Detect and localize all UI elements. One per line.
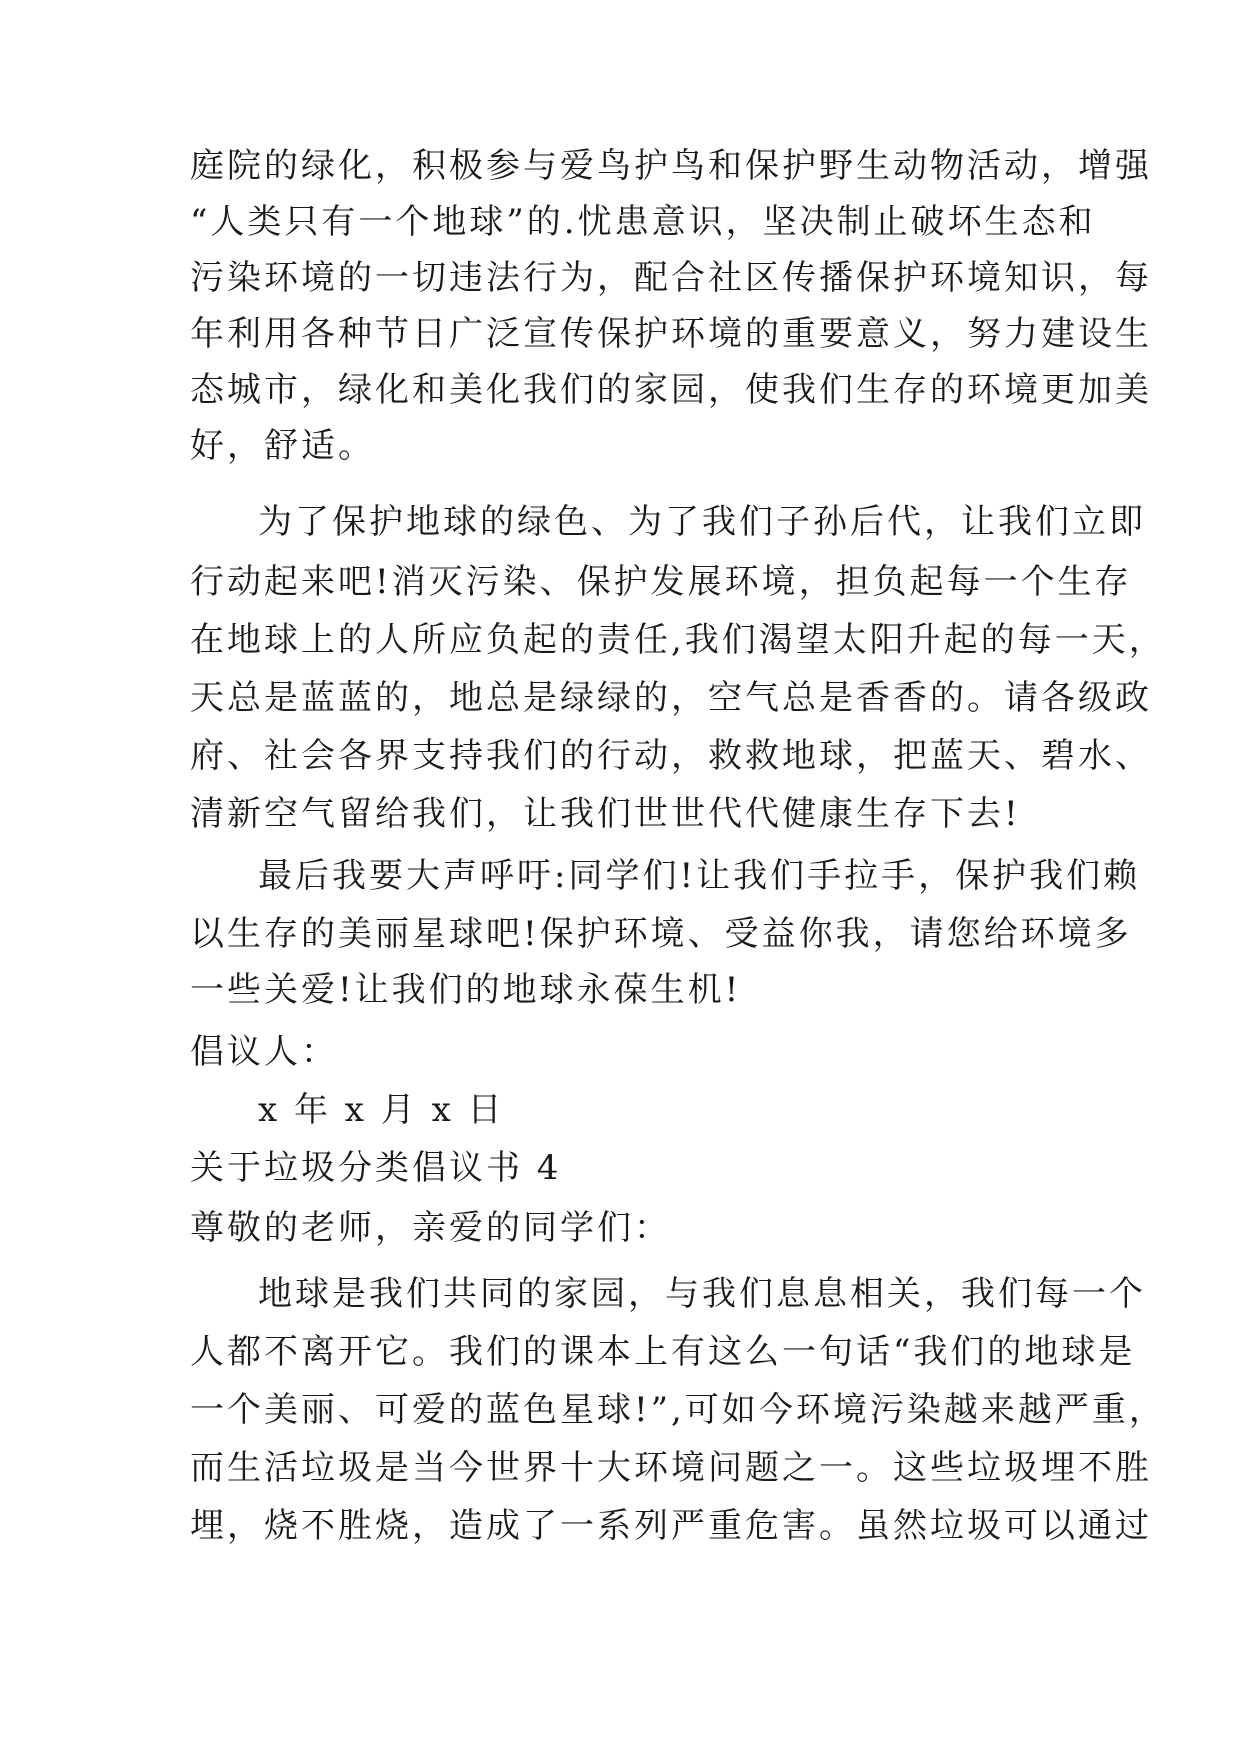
signer-label: 倡议人：: [190, 1032, 338, 1072]
paragraph-line: 一个美丽、可爱的蓝色星球!”,可如今环境污染越来越严重，: [190, 1390, 1166, 1430]
paragraph-line: 好，舒适。: [190, 426, 375, 466]
salutation: 尊敬的老师，亲爱的同学们：: [190, 1208, 671, 1248]
paragraph-line: 府、社会各界支持我们的行动，救救地球，把蓝天、碧水、: [190, 736, 1152, 776]
paragraph-line: 而生活垃圾是当今世界十大环境问题之一。这些垃圾埋不胜: [190, 1448, 1152, 1488]
paragraph-line: 在地球上的人所应负起的责任,我们渴望太阳升起的每一天，: [190, 620, 1166, 660]
paragraph-line: 人都不离开它。我们的课本上有这么一句话“我们的地球是: [190, 1332, 1136, 1372]
paragraph-line: 态城市，绿化和美化我们的家园，使我们生存的环境更加美: [190, 370, 1152, 410]
paragraph-line: 为了保护地球的绿色、为了我们子孙后代，让我们立即: [258, 502, 1146, 542]
paragraph-line: 埋，烧不胜烧，造成了一系列严重危害。虽然垃圾可以通过: [190, 1506, 1152, 1546]
paragraph-line: 地球是我们共同的家园，与我们息息相关，我们每一个: [258, 1274, 1146, 1314]
document-title: 关于垃圾分类倡议书 4: [190, 1148, 562, 1188]
paragraph-line: 最后我要大声呼吁:同学们!让我们手拉手，保护我们赖: [258, 856, 1141, 896]
date-line: x 年 x 月 x 日: [258, 1090, 505, 1130]
paragraph-line: 一些关爱!让我们的地球永葆生机!: [190, 970, 742, 1010]
paragraph-line: 天总是蓝蓝的，地总是绿绿的，空气总是香香的。请各级政: [190, 678, 1152, 718]
paragraph-line: 行动起来吧!消灭污染、保护发展环境，担负起每一个生存: [190, 562, 1132, 602]
paragraph-line: 庭院的绿化，积极参与爱鸟护鸟和保护野生动物活动，增强: [190, 146, 1152, 186]
paragraph-line: 年利用各种节日广泛宣传保护环境的重要意义，努力建设生: [190, 314, 1152, 354]
paragraph-line: 以生存的美丽星球吧!保护环境、受益你我，请您给环境多: [190, 914, 1132, 954]
paragraph-line: 污染环境的一切违法行为，配合社区传播保护环境知识，每: [190, 258, 1152, 298]
paragraph-line: “人类只有一个地球”的.忧患意识，坚决制止破坏生态和: [190, 202, 1096, 242]
paragraph-line: 清新空气留给我们，让我们世世代代健康生存下去!: [190, 794, 1021, 834]
